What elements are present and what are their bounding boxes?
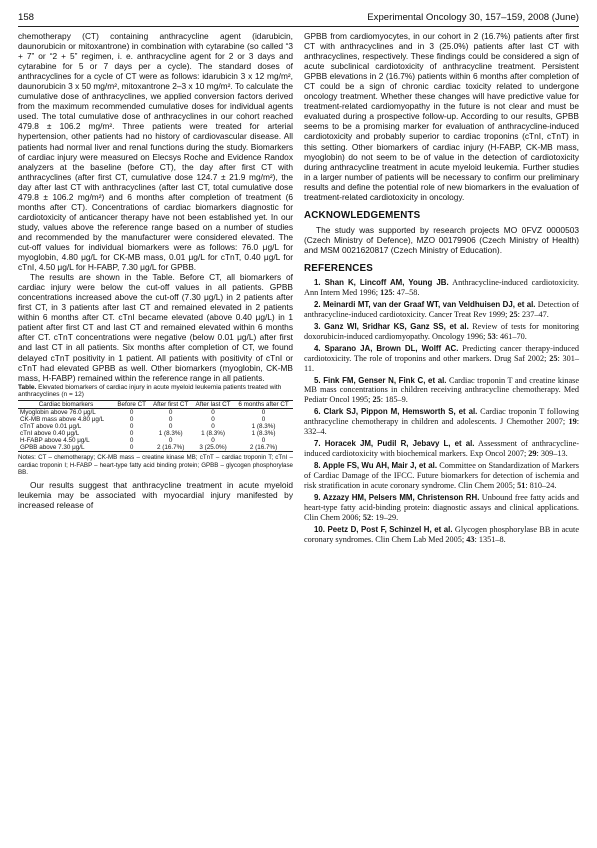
reference-pages: : 19–29.	[371, 512, 399, 522]
table-cell: cTnT above 0.01 μg/L	[20, 423, 82, 431]
reference-volume: 125	[380, 287, 393, 297]
reference-authors: 3. Ganz WI, Sridhar KS, Ganz SS, et al.	[314, 321, 469, 331]
table-cell: H-FABP above 4.50 μg/L	[20, 437, 90, 445]
table-cell: 0	[261, 408, 266, 416]
reference-pages: : 810–24.	[525, 481, 557, 491]
acknowledgements-heading: ACKNOWLEDGEMENTS	[304, 209, 421, 221]
reference-item	[304, 278, 579, 298]
table-cell: 3 (25.0%)	[192, 444, 234, 452]
table-cell: 0	[168, 408, 173, 416]
reference-item	[304, 461, 579, 491]
table-cell: 0	[261, 437, 266, 445]
table-cell: 0	[211, 437, 215, 445]
reference-item	[304, 376, 579, 406]
reference-authors: 6. Clark SJ, Pippon M, Hemsworth S, et al.	[314, 407, 478, 417]
reference-authors: 4. Sparano JA, Brown DL, Wolff AC.	[314, 343, 459, 353]
reference-volume: 25	[372, 395, 381, 405]
table-cell: 1 (8.3%)	[251, 430, 276, 438]
reference-pages: : 332–4.	[304, 417, 579, 437]
table-cell: 2 (16.7%)	[149, 444, 192, 452]
reference-text: Glycogen phosphorylase BB in acute coronary syndromes. Clin Chem Lab Med 2005;	[304, 524, 579, 544]
table-header-cell: Cardiac biomarkers	[18, 400, 114, 408]
table-cell: 0	[211, 408, 215, 416]
table-caption	[18, 384, 293, 399]
body-paragraph: GPBB from cardiomyocytes, in our cohort in 2 (16.7%) patients after first CT with anthracyclines and in 3 (25.0%) patients after last CT with anthracyclines, respectively. These findings could be considered a sign of acute subclinical cardiotoxicity of anthracycline treatment. Persistent GPBB elevations in 2 (16.7%) patients within 6 months after completion of CT could be a sign of chronic cardiac toxicity related to undergone oncology treatment. Whether these changes will have predictive value for treatment-related cardiomyopathy in the future is not clear and must be evaluated during a prospective follow-up. According to our results, GPBB seems to be a promising marker for evaluation of anthracycline-induced cardiotoxicity and probably superior to cardiac troponins (cTnI, cTnT) in this setting. Other biomarkers of cardiac injury (H-FABP, CK-MB mass, myoglobin) do not seem to be of value in the detection of cardiotoxicity during anthracycline treatment in acute myeloid leukemia. Further studies in a larger number of patients will be necessary to confirm our preliminary results and define the potential role of new biomarkers in the evaluation of treatment-related cardiotoxicity in oncology.	[304, 31, 579, 202]
table-cell: 0	[129, 416, 134, 424]
reference-authors: 10. Peetz D, Post F, Schinzel H, et al.	[314, 524, 453, 534]
table-cell: 0	[129, 423, 134, 431]
table-cell: CK-MB mass above 4.80 μg/L	[20, 416, 105, 424]
table-header-cell: Before CT	[114, 400, 149, 408]
table-notes: Notes: CT – chemotherapy; CK-MB mass – creatine kinase MB; cTnT – cardiac troponin T; cTnI – cardiac troponin I; H-FABP – heart-type fatty acid binding protein; GPBB – glycogen phosphorylase BB.	[18, 454, 293, 477]
reference-pages: : 185–9.	[380, 395, 408, 405]
table-row	[18, 416, 293, 423]
table-cell: 0	[211, 416, 215, 424]
running-header	[18, 12, 579, 27]
table-cell: 1 (8.3%)	[201, 430, 225, 438]
table-cell: 0	[168, 437, 173, 445]
reference-text: Assessment of anthracycline-induced cardiotoxicity with biochemical markers. Exp Oncol 2007;	[304, 439, 579, 459]
reference-item	[304, 300, 579, 320]
reference-text: Detection of anthracycline-induced cardiotoxicity. Cancer Treat Rev 1999;	[304, 299, 579, 319]
table-cell: GPBB above 7.30 μg/L	[18, 444, 114, 452]
table-row	[18, 437, 293, 444]
table-cell: 0	[129, 437, 134, 445]
page-number: 158	[18, 12, 35, 23]
biomarker-table	[18, 400, 293, 453]
reference-pages: : 301–11.	[304, 353, 579, 373]
table-caption-text: Elevated biomarkers of cardiac injury in acute myeloid leukemia patients treated with anthracyclines (n = 12)	[18, 383, 282, 399]
reference-item	[304, 322, 579, 342]
reference-text: Anthracycline-induced cardiotoxicity. Ann Intern Med 1996;	[304, 277, 579, 297]
reference-pages: : 237–47.	[517, 309, 549, 319]
body-paragraph: Our results suggest that anthracycline treatment in acute myeloid leukemia may be associated with myocardial injury manifested by increased release of	[18, 480, 293, 511]
reference-item	[304, 344, 579, 374]
reference-volume: 29	[528, 449, 537, 459]
table-row	[18, 430, 293, 437]
table-header-cell: After first CT	[149, 400, 192, 408]
body-paragraph: The results are shown in the Table. Before CT, all biomarkers of cardiac injury were below the cut-off values in all patients. GPBB concentrations increased above the cut-off (7.30 μg/L) in 2 patients after first CT, in 3 patients after last CT and remained elevated in 2 patients within 6 months after CT. cTnI became elevated (above 0.40 μg/L) in 1 patient after first CT and last CT and remained elevated within 6 months after CT. cTnT concentrations were negative (below 0.01 μg/L) after first and last CT in all patients. Six months after completion of CT, we found delayed cTnT positivity in 1 patient. All patients with positivity of cTnI or cTnT had elevated GPBB as well. Other biomarkers (myoglobin, CK-MB mass, H-FABP) remained within the reference range in all patients.	[18, 272, 293, 383]
reference-text: Review of tests for monitoring doxorubicin-induced cardiomyopathy. Oncology 1996;	[304, 321, 579, 341]
table-cell: 1 (8.3%)	[251, 423, 276, 431]
reference-authors: 5. Fink FM, Genser N, Fink C, et al.	[314, 375, 447, 385]
table-cell: 0	[129, 408, 134, 416]
table-row	[18, 408, 293, 416]
table-cell: Myoglobin above 76.0 μg/L	[20, 408, 96, 416]
left-column	[18, 31, 293, 547]
table-row	[18, 444, 293, 452]
table-row	[18, 423, 293, 430]
table-header-row	[18, 400, 293, 408]
reference-text: Cardiac troponin T and creatine kinase MB mass concentrations in children receiving anthracycline chemotherapy. Med Pediatr Oncol 1995;	[304, 375, 579, 405]
reference-pages: : 461–70.	[495, 331, 527, 341]
table-cell: 0	[168, 423, 173, 431]
right-column	[304, 31, 579, 547]
reference-text: Predicting cancer therapy-induced cardiotoxicity. The role of troponins and other markers. Drug Saf 2002;	[304, 343, 579, 363]
reference-volume: 52	[362, 512, 372, 522]
reference-volume: 51	[517, 481, 526, 491]
reference-text: Cardiac troponin T following anthracycline chemotherapy in children and adolescents. J Chemother 2007;	[304, 407, 579, 427]
reference-pages: : 47–58.	[392, 287, 420, 297]
body-paragraph: chemotherapy (CT) containing anthracycline agent (idarubicin, daunorubicin or mitoxantrone) in combination with cytarabine (so called “3 + 7” or “2 + 5” regimen, i. e. anthracycline agent for 2 or 3 days and cytarabine for 5 or 7 days per a cycle). The standard doses of anthracyclines for a cycle of CT were as follows: idarubicin 3 x 12 mg/m², daunorubicin 3 x 50 mg/m², mitoxantrone 2–3 x 10 mg/m². To calculate the cumulative dose of anthracyclines, we applied conversion factors derived from the maximum recommended cumulative doses for individual agents used. The total cumulative dose of anthracyclines in our cohort reached 479.8 ± 106.2 mg/m². Three patients were treated for arterial hypertension, other patients had no history of cardiovascular disease. All patients had normal liver and renal functions during the study. Biomarkers of cardiac injury were measured on Elecsys Roche and Evidence Randox analyzers at the baseline (before CT), the day after first CT with anthracyclines (after first CT, cumulative dose 124.7 ± 21.9 mg/m²), the day after last CT with anthracyclines (after last CT, total cumulative dose 479.8 ± 106.2 mg/m²) and 6 months after completion of treatment (6 months after CT). Concentrations of cardiac biomarkers diagnostic for cardiotoxicity of anticancer therapy have not been established yet. In our study, values above the reference range based on a number of studies and recommended by the manufacturer were considered elevated. The cut-off values for individual biomarkers were as follows: 76.0 μg/L for myoglobin, 4.80 μg/L for CK-MB mass, 0.01 μg/L for cTnT, 0.40 μg/L for cTnI, 4.50 μg/L for H-FABP, 7.30 μg/L for GPBB.	[18, 31, 293, 273]
reference-volume: 53	[487, 331, 496, 341]
acknowledgements-text: The study was supported by research projects MO 0FVZ 0000503 (Czech Ministry of Defence), MZO 00179906 (Czech Ministry of Health) and MSM 0021620817 (Czech Ministry of Education).	[304, 224, 579, 255]
reference-item	[304, 525, 579, 545]
reference-authors: 2. Meinardi MT, van der Graaf WT, van Veldhuisen DJ, et al.	[314, 299, 536, 309]
journal-citation: Experimental Oncology 30, 157–159, 2008 (June)	[367, 12, 579, 23]
reference-volume: 43	[466, 534, 475, 544]
table-cell: 0	[168, 416, 173, 424]
two-column-body	[18, 31, 579, 547]
table-cell: 1 (8.3%)	[158, 430, 183, 438]
table-cell: 0	[129, 430, 134, 438]
references-heading: REFERENCES	[304, 262, 373, 274]
table-header-cell: 6 months after CT	[234, 400, 293, 408]
reference-volume: 19	[568, 417, 577, 427]
reference-volume: 25	[549, 353, 558, 363]
reference-authors: 8. Apple FS, Wu AH, Mair J, et al.	[314, 461, 438, 471]
table-cell: 0	[211, 423, 215, 431]
reference-authors: 1. Shan K, Lincoff AM, Young JB.	[314, 277, 449, 287]
table-cell: cTnI above 0.40 μg/L	[20, 430, 80, 438]
table-cell: 0	[261, 416, 266, 424]
reference-list	[304, 278, 579, 545]
reference-pages: : 1351–8.	[474, 534, 506, 544]
reference-item	[304, 439, 579, 459]
table-cell: 2 (16.7%)	[234, 444, 293, 452]
reference-authors: 7. Horacek JM, Pudil R, Jebavy L, et al.	[314, 439, 475, 449]
reference-volume: 25	[509, 309, 518, 319]
reference-item	[304, 493, 579, 523]
reference-item	[304, 407, 579, 437]
reference-pages: : 309–13.	[536, 449, 568, 459]
table-header-cell: After last CT	[192, 400, 234, 408]
reference-text: Committee on Standardization of Markers of Cardiac Damage of the IFCC. Future biomarkers for detection of ischemia and risk stratification in acute coronary syndrome. Clin Chem 2005;	[304, 461, 579, 491]
reference-authors: 9. Azzazy HM, Pelsers MM, Christenson RH.	[314, 493, 480, 502]
table-caption-label: Table.	[18, 383, 37, 391]
table-cell: 0	[114, 444, 149, 452]
reference-text: Unbound free fatty acids and heart-type fatty acid-binding protein: diagnostic assays and clinical applications. Clin Chem 2006;	[304, 493, 579, 522]
